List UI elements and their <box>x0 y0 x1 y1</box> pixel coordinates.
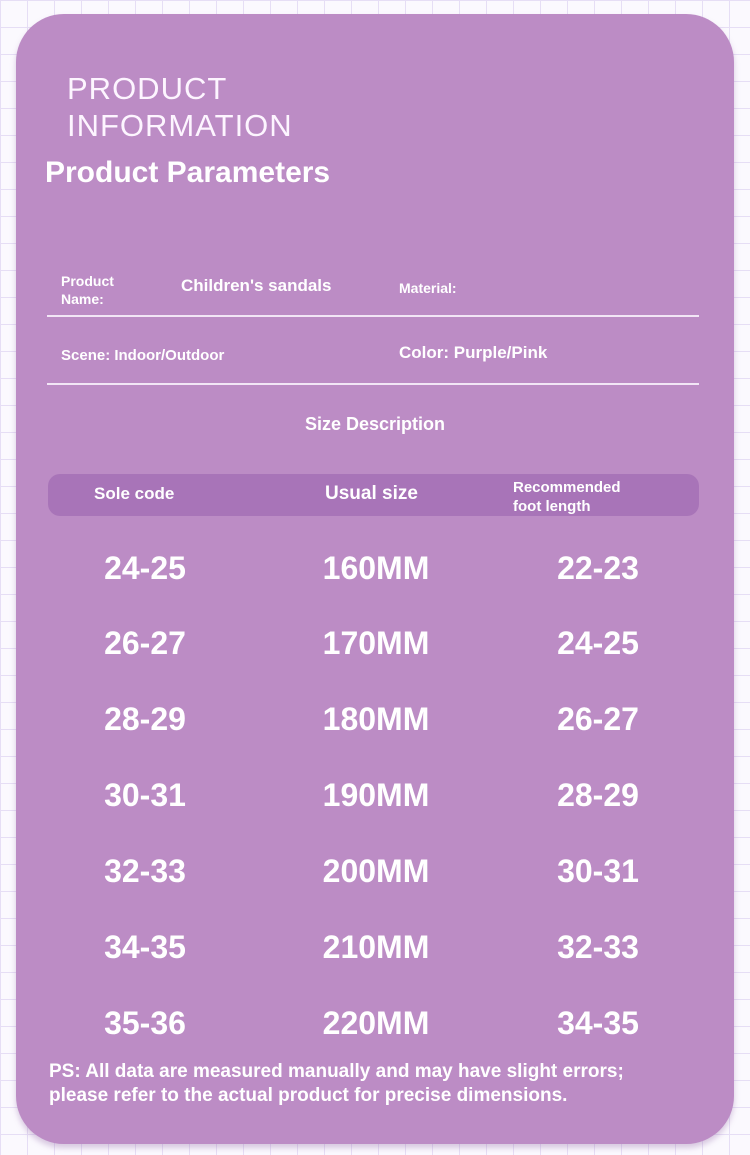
foot-length-cell: 32-33 <box>557 929 639 965</box>
table-row <box>16 701 734 741</box>
divider <box>47 383 699 385</box>
foot-length-cell: 34-35 <box>557 1005 639 1041</box>
usual-size-cell: 160MM <box>322 550 430 586</box>
foot-length-cell: 26-27 <box>557 701 639 737</box>
usual-size-cell: 210MM <box>322 929 430 965</box>
sole-code-cell: 35-36 <box>104 1005 186 1041</box>
product-info-card <box>16 14 734 1144</box>
usual-size-cell: 190MM <box>322 777 430 813</box>
sole-code-cell: 26-27 <box>104 625 186 661</box>
scene-value: Scene: Indoor/Outdoor <box>61 347 225 364</box>
table-row <box>16 1005 734 1045</box>
usual-size-cell: 200MM <box>322 853 430 889</box>
heading-line-2: INFORMATION <box>67 108 293 143</box>
measurement-disclaimer <box>49 1060 699 1108</box>
sole-code-cell: 32-33 <box>104 853 186 889</box>
column-header-line-1: Recommended <box>513 479 621 496</box>
foot-length-cell: 22-23 <box>557 550 639 586</box>
product-name-value: Children's sandals <box>181 276 332 295</box>
product-name-label-line-1: Product <box>61 273 114 289</box>
disclaimer-line-1: PS: All data are measured manually and may have slight errors; <box>49 1061 624 1082</box>
sole-code-cell: 30-31 <box>104 777 186 813</box>
usual-size-cell: 180MM <box>322 701 430 737</box>
table-row <box>16 550 734 590</box>
foot-length-cell: 30-31 <box>557 853 639 889</box>
table-row <box>16 853 734 893</box>
column-header-recommended-foot-length <box>513 478 621 516</box>
foot-length-cell: 24-25 <box>557 625 639 661</box>
size-description-title: Size Description <box>304 414 446 434</box>
usual-size-cell: 170MM <box>322 625 430 661</box>
product-parameters-title: Product Parameters <box>45 156 331 189</box>
table-row <box>16 777 734 817</box>
product-name-label <box>61 272 114 308</box>
table-row <box>16 929 734 969</box>
column-header-usual-size: Usual size <box>325 483 418 504</box>
product-name-label-line-2: Name: <box>61 291 104 307</box>
heading-line-1: PRODUCT <box>67 71 228 106</box>
sole-code-cell: 28-29 <box>104 701 186 737</box>
foot-length-cell: 28-29 <box>557 777 639 813</box>
disclaimer-line-2: please refer to the actual product for precise dimensions. <box>49 1085 568 1106</box>
color-value: Color: Purple/Pink <box>399 343 548 362</box>
product-information-heading <box>67 70 293 144</box>
sole-code-cell: 34-35 <box>104 929 186 965</box>
column-header-line-2: foot length <box>513 498 591 515</box>
usual-size-cell: 220MM <box>322 1005 430 1041</box>
sole-code-cell: 24-25 <box>104 550 186 586</box>
divider <box>47 315 699 317</box>
column-header-sole-code: Sole code <box>94 484 175 503</box>
size-table-header <box>48 474 699 516</box>
material-label: Material: <box>399 280 457 296</box>
table-row <box>16 625 734 665</box>
